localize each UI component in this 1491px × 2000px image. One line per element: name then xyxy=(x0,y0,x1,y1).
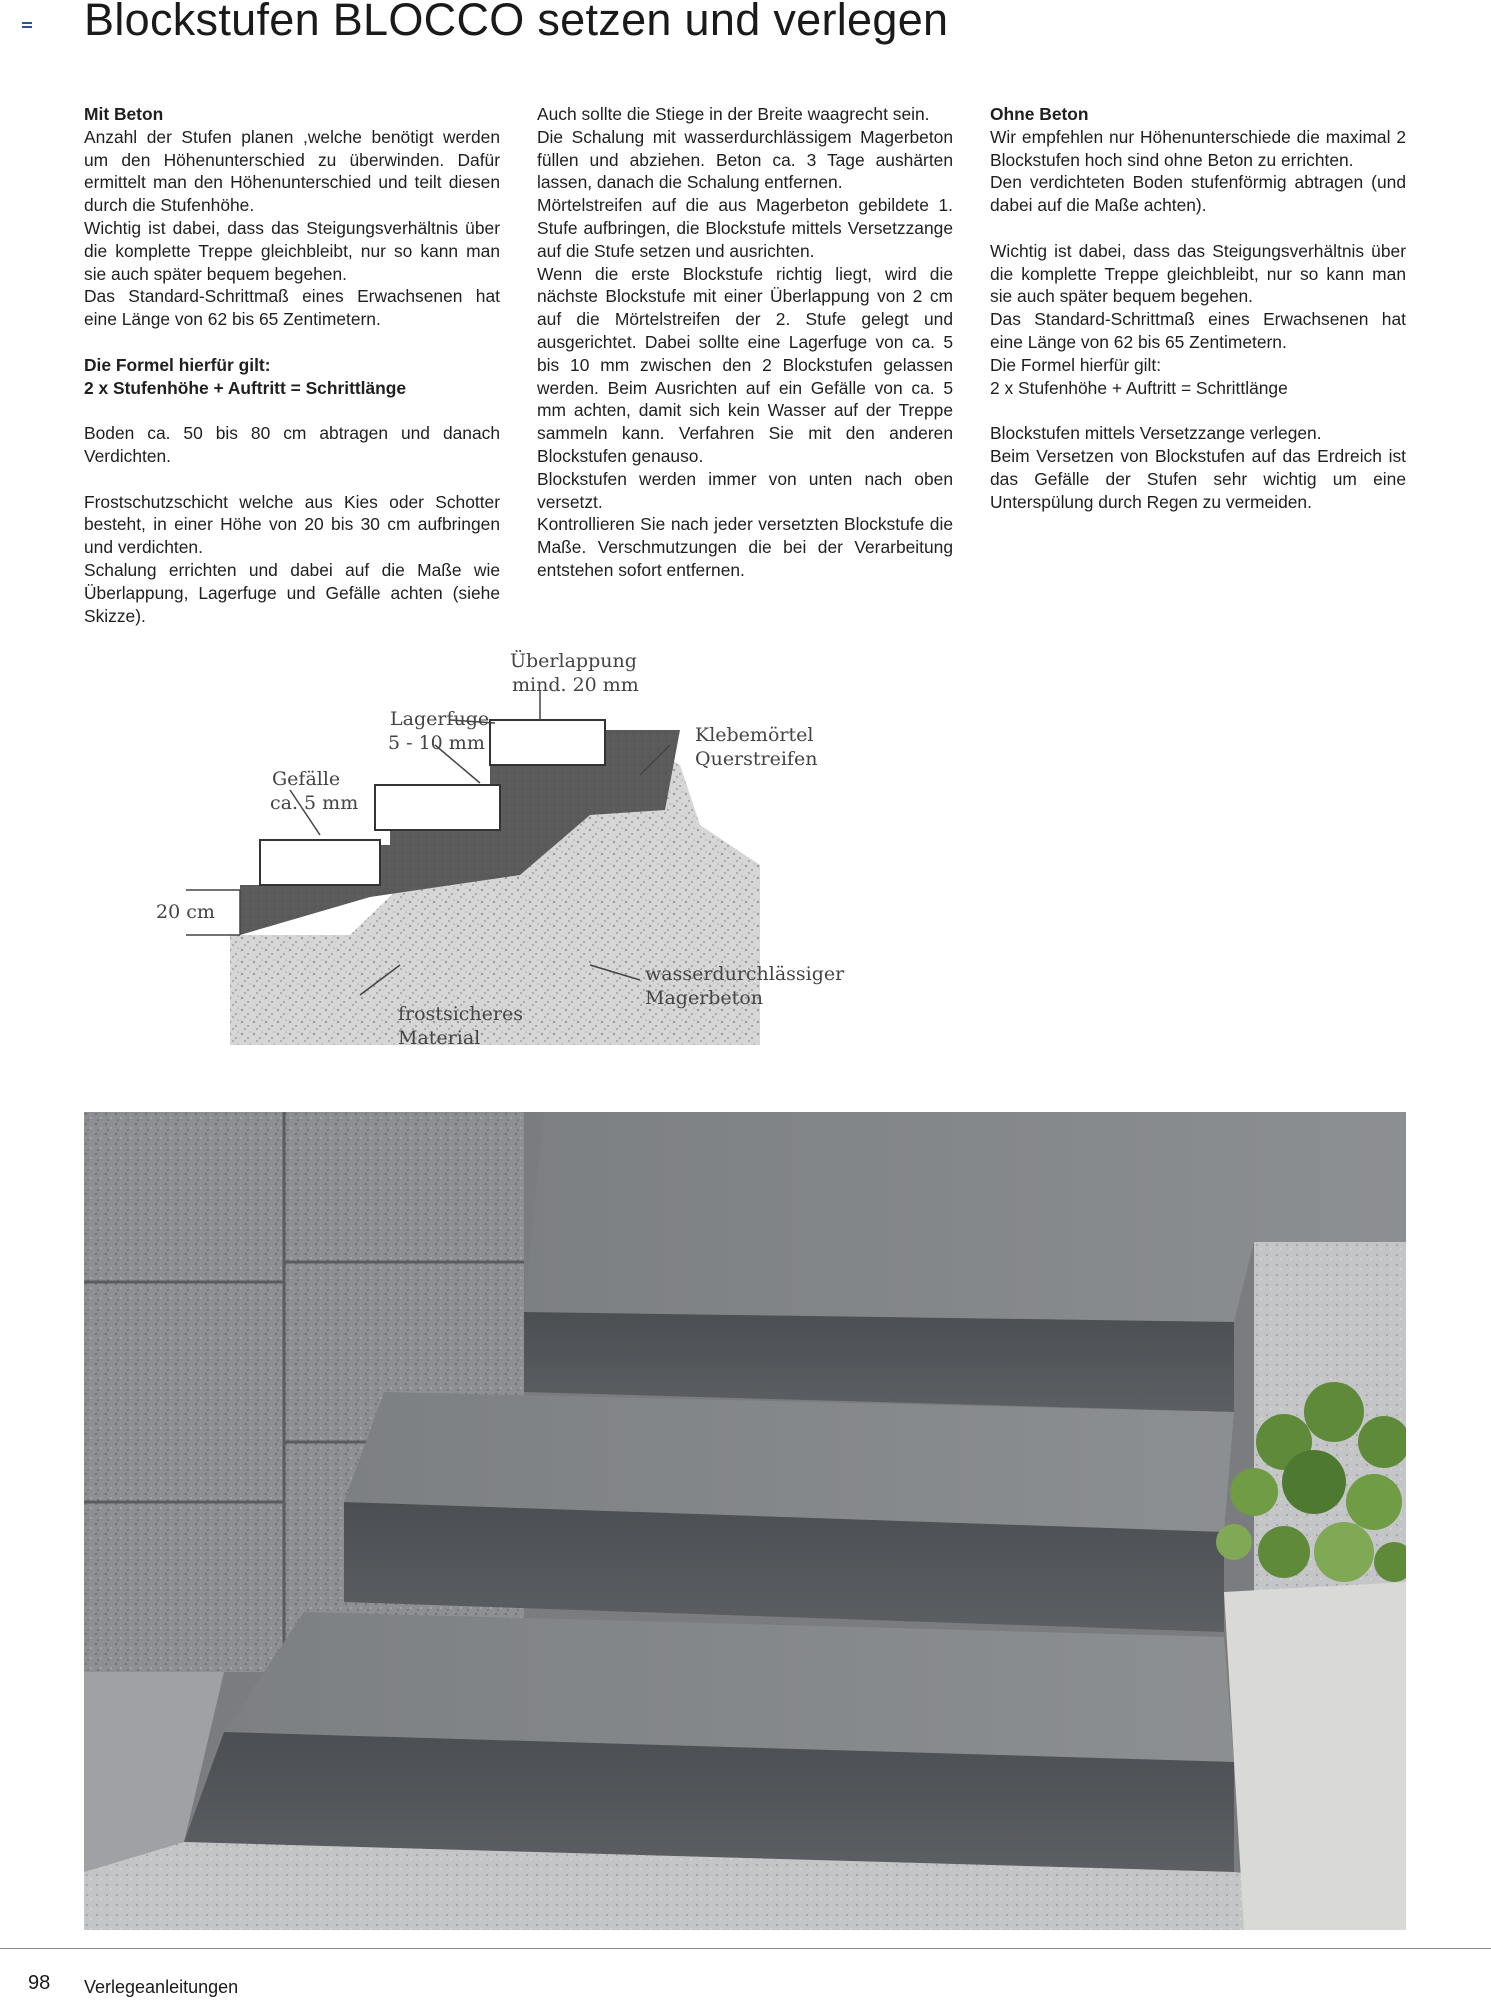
page-number: 98 xyxy=(28,1972,51,1994)
label-slope-2: ca. 5 mm xyxy=(270,792,359,814)
block-step-3 xyxy=(490,720,605,765)
label-frost-2: Material xyxy=(398,1027,481,1049)
footer-divider xyxy=(0,1948,1491,1949)
formula: 2 x Stufenhöhe + Auftritt = Schrittlänge xyxy=(84,377,407,398)
paragraph: Blockstufen werden immer von unten nach oben versetzt. xyxy=(537,468,953,512)
label-slope-1: Gefälle xyxy=(272,768,341,790)
text-column-2 xyxy=(537,103,953,582)
stair-photo xyxy=(84,1112,1406,1930)
paragraph: Beim Versetzen von Blockstufen auf das Erdreich ist das Gefälle der Stufen sehr wichtig um eine Unterspülung durch Regen zu vermeiden. xyxy=(990,445,1406,512)
label-joint-2: 5 - 10 mm xyxy=(388,732,485,754)
label-joint-1: Lagerfuge xyxy=(390,708,490,730)
paragraph: Boden ca. 50 bis 80 cm abtragen und danach Verdichten. xyxy=(84,423,500,466)
paragraph: Das Standard-Schrittmaß eines Erwachsenen hat eine Länge von 62 bis 65 Zentimetern. xyxy=(990,309,1406,352)
paragraph: Mörtelstreifen auf die aus Magerbeton gebildete 1. Stufe aufbringen, die Blockstufe mittels Versetzzange auf die Stufe setzen und ausrichten. xyxy=(537,195,953,261)
label-frost-1: frostsicheres xyxy=(398,1003,523,1025)
label-concrete-2: Magerbeton xyxy=(645,987,763,1009)
section-heading-mit-beton: Mit Beton xyxy=(84,104,164,124)
paragraph: Frostschutzschicht welche aus Kies oder Schotter besteht, in einer Höhe von 20 bis 30 cm aufbringen und verdichten. xyxy=(84,491,500,558)
page-title: Blockstufen BLOCCO setzen und verlegen xyxy=(84,0,949,45)
planter xyxy=(1224,1582,1406,1930)
paragraph: Wenn die erste Blockstufe richtig liegt, wird die nächste Blockstufe mit einer Überlappung von 2 cm auf die Mörtelstreifen der 2. Stufe gelegt und ausgerichtet. Dabei sollte eine Lagerfuge von ca. 5 bis 10 mm zwischen den 2 Blockstufen gelassen werden. Beim Ausrichten auf ein Gefälle von ca. 5 mm achten, damit sich kein Wasser auf der Treppe sammeln kann. Verfahren Sie mit den anderen Blockstufen genauso. xyxy=(537,263,953,466)
footer-section-title: Verlegeanleitungen xyxy=(84,1977,239,1997)
formula-heading: Die Formel hierfür gilt: xyxy=(84,354,271,375)
text-column-1 xyxy=(84,103,500,627)
text-column-3 xyxy=(990,103,1406,513)
label-mortar-1: Klebemörtel xyxy=(695,724,814,746)
paragraph: Kontrollieren Sie nach jeder versetzten Blockstufe die Maße. Verschmutzungen die bei der Verarbeitung entstehen sofort entfernen. xyxy=(537,514,953,580)
wall-block xyxy=(84,1112,284,1672)
label-overlap-2: mind. 20 mm xyxy=(512,674,639,696)
label-concrete-1: wasserdurchlässiger xyxy=(645,963,845,985)
paragraph: Den verdichteten Boden stufenförmig abtragen (und dabei auf die Maße achten). xyxy=(990,172,1406,216)
paragraph: 2 x Stufenhöhe + Auftritt = Schrittlänge xyxy=(990,377,1288,398)
paragraph: Auch sollte die Stiege in der Breite waagrecht sein. xyxy=(537,104,930,124)
section-heading-ohne-beton: Ohne Beton xyxy=(990,104,1089,124)
label-depth: 20 cm xyxy=(156,901,215,923)
paragraph: Wichtig ist dabei, dass das Steigungsverhältnis über die komplette Treppe gleichbleibt, nur so kann man sie auch später bequem begehen. xyxy=(84,217,500,284)
paragraph: Die Formel hierfür gilt: xyxy=(990,354,1162,375)
step-cross-section-diagram xyxy=(120,635,880,1065)
paragraph: Das Standard-Schrittmaß eines Erwachsenen hat eine Länge von 62 bis 65 Zentimetern. xyxy=(84,286,500,330)
label-mortar-2: Querstreifen xyxy=(695,748,818,770)
block-step-1 xyxy=(260,840,380,885)
paragraph: Schalung errichten und dabei auf die Maße wie Überlappung, Lagerfuge und Gefälle achten (siehe Skizze). xyxy=(84,559,500,626)
menu-icon[interactable] xyxy=(22,22,32,30)
paragraph: Anzahl der Stufen planen ,welche benötigt werden um den Höhenunterschied zu überwinden. Dafür ermittelt man den Höhenunterschied und teilt diesen durch die Stufenhöhe. xyxy=(84,126,500,216)
label-overlap-1: Überlappung xyxy=(510,650,637,672)
block-step-2 xyxy=(375,785,500,830)
paragraph: Wir empfehlen nur Höhenunterschiede die maximal 2 Blockstufen hoch sind ohne Beton zu errichten. xyxy=(990,126,1406,170)
paragraph: Blockstufen mittels Versetzzange verlegen. xyxy=(990,423,1322,444)
paragraph: Die Schalung mit wasserdurchlässigem Magerbeton füllen und abziehen. Beton ca. 3 Tage aushärten lassen, danach die Schalung entfernen. xyxy=(537,126,953,193)
paragraph: Wichtig ist dabei, dass das Steigungsverhältnis über die komplette Treppe gleichbleibt, nur so kann man sie auch später bequem begehen. xyxy=(990,240,1406,307)
